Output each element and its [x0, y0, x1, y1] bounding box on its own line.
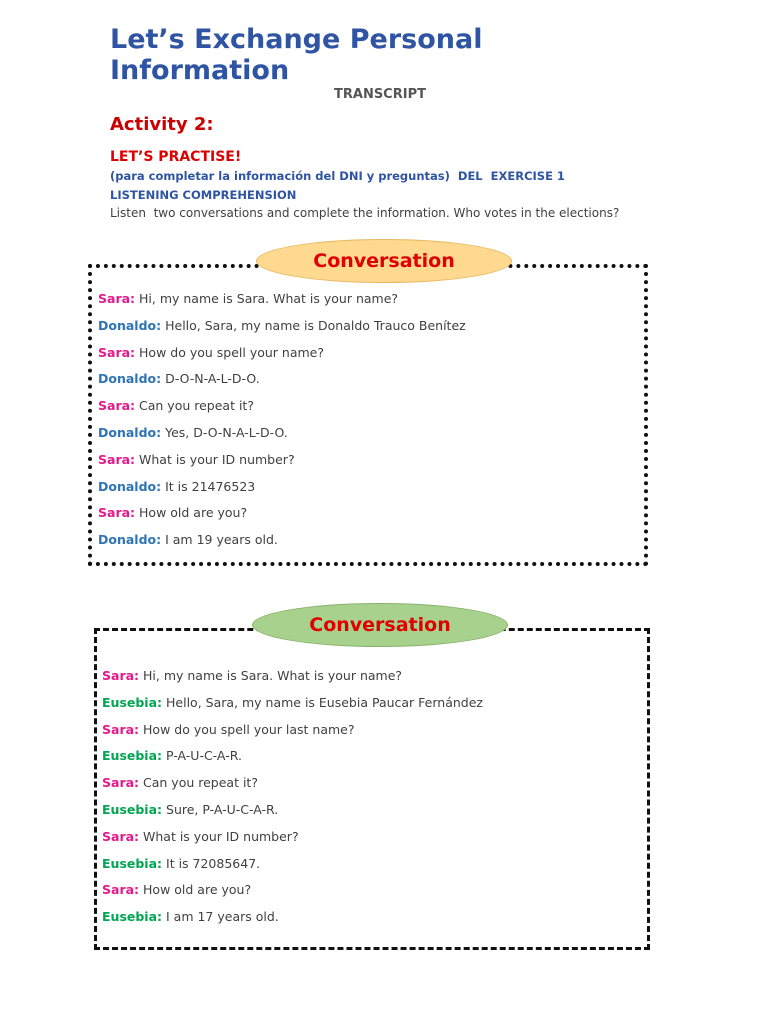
line-text: Hi, my name is Sara. What is your name? — [135, 291, 399, 306]
line-text: How do you spell your name? — [135, 344, 324, 360]
line-text: It is 72085647. — [162, 855, 261, 871]
line-text: Sure, P-A-U-C-A-R. — [162, 801, 279, 817]
line-text: It is 21476523 — [161, 478, 256, 494]
line-text: P-A-U-C-A-R. — [162, 748, 242, 764]
line-text: D-O-N-A-L-D-O. — [161, 371, 260, 387]
practise-heading: LET’S PRACTISE! — [110, 149, 242, 165]
dialog-line — [98, 344, 466, 371]
listening-heading: LISTENING COMPREHENSION — [110, 188, 297, 202]
conversation-2-label: Conversation — [252, 603, 508, 647]
speaker-eusebia: Eusebia: — [102, 694, 163, 710]
speaker-eusebia: Eusebia: — [102, 801, 163, 817]
dialog-line — [98, 370, 466, 397]
speaker-donaldo: Donaldo: — [98, 532, 162, 548]
page-title: Let’s Exchange Personal Information — [110, 24, 483, 86]
dialog-line — [102, 694, 483, 721]
dialog-line — [102, 801, 483, 828]
dialog-line — [98, 290, 466, 317]
conversation-1-dialog — [98, 290, 466, 558]
conversation-1-label: Conversation — [256, 239, 512, 283]
line-text: I am 19 years old. — [161, 532, 278, 548]
speaker-sara: Sara: — [98, 505, 136, 521]
dialog-line — [102, 747, 483, 774]
dialog-line — [102, 721, 483, 748]
line-text: Can you repeat it? — [135, 398, 254, 414]
line-text: How do you spell your last name? — [139, 721, 355, 737]
line-text: Hi, my name is Sara. What is your name? — [139, 668, 403, 683]
dialog-line — [98, 451, 466, 478]
speaker-eusebia: Eusebia: — [102, 909, 163, 925]
speaker-sara: Sara: — [102, 828, 140, 844]
dialog-line — [102, 908, 483, 935]
speaker-sara: Sara: — [102, 882, 140, 898]
line-text: What is your ID number? — [135, 451, 295, 467]
line-text: Hello, Sara, my name is Donaldo Trauco Benítez — [161, 317, 466, 333]
speaker-sara: Sara: — [102, 721, 140, 737]
speaker-sara: Sara: — [98, 291, 136, 306]
dialog-line — [102, 855, 483, 882]
speaker-sara: Sara: — [98, 344, 136, 360]
line-text: I am 17 years old. — [162, 909, 279, 925]
speaker-donaldo: Donaldo: — [98, 317, 162, 333]
transcript-label: TRANSCRIPT — [334, 87, 426, 102]
speaker-donaldo: Donaldo: — [98, 371, 162, 387]
dialog-line — [102, 881, 483, 908]
dialog-line — [98, 397, 466, 424]
dialog-line — [98, 531, 466, 558]
line-text: How old are you? — [135, 505, 248, 521]
exercise-note: (para completar la información del DNI y preguntas) DEL EXERCISE 1 — [110, 169, 565, 183]
line-text: How old are you? — [139, 882, 252, 898]
dialog-line — [102, 828, 483, 855]
dialog-line — [102, 667, 483, 694]
activity-heading: Activity 2: — [110, 114, 214, 135]
line-text: Yes, D-O-N-A-L-D-O. — [161, 424, 288, 440]
speaker-sara: Sara: — [98, 451, 136, 467]
dialog-line — [98, 317, 466, 344]
dialog-line — [98, 504, 466, 531]
speaker-donaldo: Donaldo: — [98, 478, 162, 494]
line-text: Hello, Sara, my name is Eusebia Paucar Fernández — [162, 694, 483, 710]
speaker-sara: Sara: — [102, 775, 140, 791]
line-text: Can you repeat it? — [139, 775, 258, 791]
speaker-sara: Sara: — [98, 398, 136, 414]
line-text: What is your ID number? — [139, 828, 299, 844]
conversation-2-dialog — [102, 667, 483, 935]
instructions-text: Listen two conversations and complete the information. Who votes in the elections? — [110, 206, 620, 220]
speaker-eusebia: Eusebia: — [102, 748, 163, 764]
speaker-eusebia: Eusebia: — [102, 855, 163, 871]
dialog-line — [98, 478, 466, 505]
speaker-donaldo: Donaldo: — [98, 424, 162, 440]
speaker-sara: Sara: — [102, 668, 140, 683]
dialog-line — [98, 424, 466, 451]
dialog-line — [102, 774, 483, 801]
